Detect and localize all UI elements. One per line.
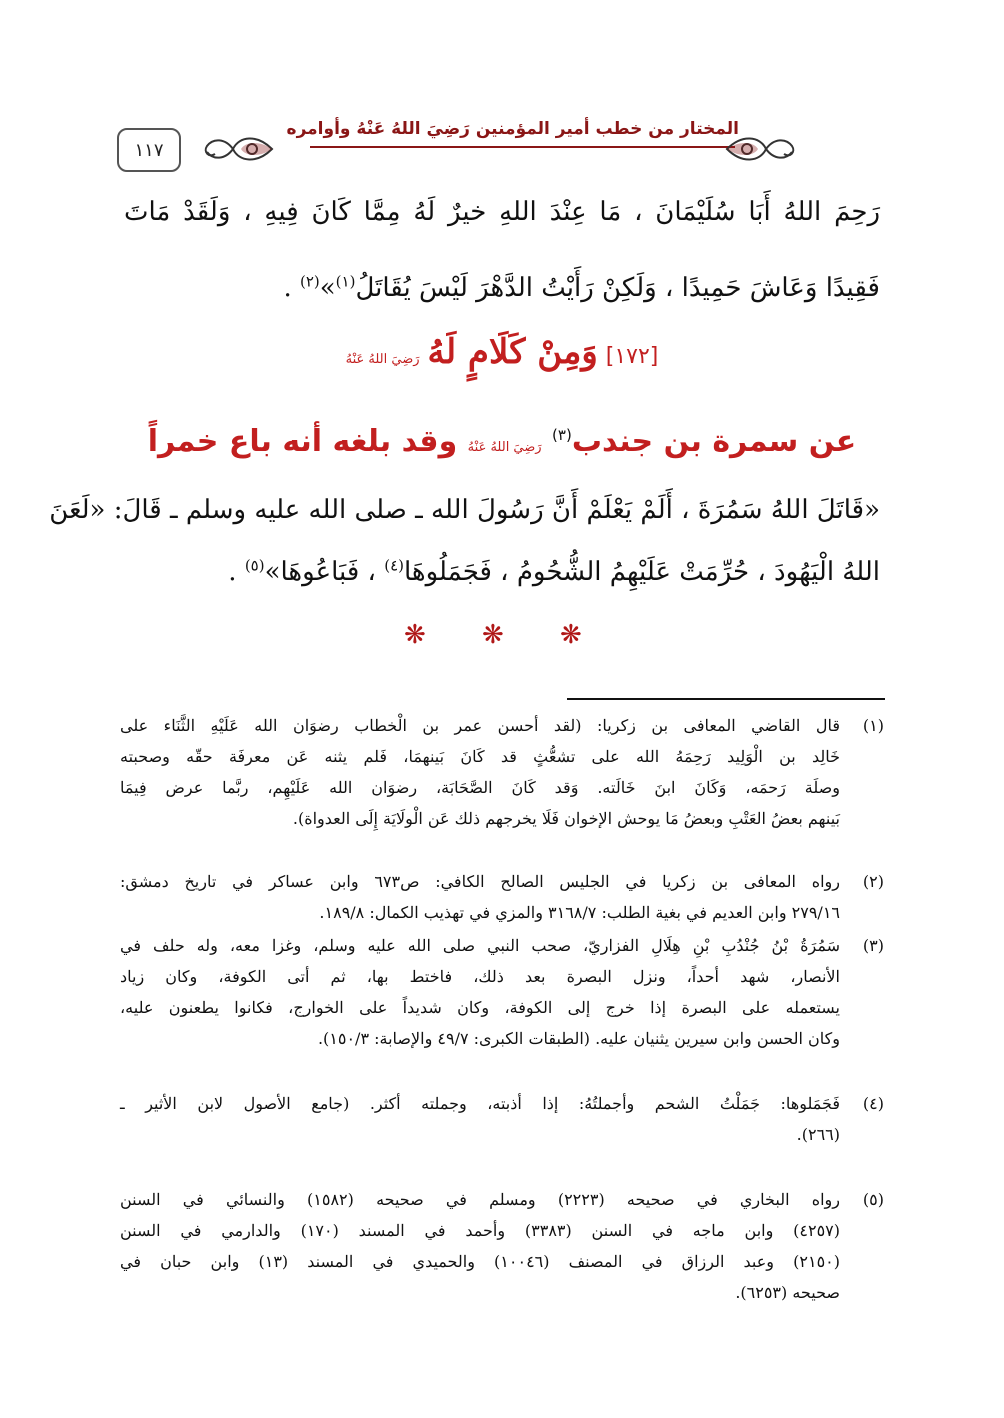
header-rule xyxy=(310,146,735,148)
footnote-line: الأنصار، شهد أحداً، ونزل البصرة بعد ذلك، فاختط بها، ثم أتى الكوفة، وكان زياد xyxy=(120,967,840,986)
footnote-number: (٢) xyxy=(862,872,884,891)
star-icon: ❋ xyxy=(404,620,426,650)
footnote-ref-2[interactable]: (٢) xyxy=(299,272,320,291)
footnote-2 xyxy=(120,866,884,928)
footnote-line: يستعمله على البصرة إذا خرج إلى الكوفة، وكان شديداً على الخوارج، فكانوا يطعنون عليه، xyxy=(120,998,840,1017)
star-icon: ❋ xyxy=(482,620,504,650)
quote-line-2-end: . xyxy=(228,557,245,587)
body-line-2-end: . xyxy=(283,273,300,303)
footnote-line: بَينهم بعضُ العَتْبِ وبعضُ مَا يوحش الإخوان فَلَا يخرجهم ذلك عَن الْولَايَة إِلَى العدواة). xyxy=(292,809,840,828)
footnote-5 xyxy=(120,1184,884,1308)
footnote-ref-5[interactable]: (٥) xyxy=(244,556,265,575)
star-icon: ❋ xyxy=(560,620,582,650)
footnote-line: (٢٦٦). xyxy=(796,1125,840,1144)
footnote-line: وكان الحسن وابن سيرين يثنيان عليه. (الطبقات الكبرى: ٤٩/٧ والإصابة: ١٥٠/٣). xyxy=(317,1029,840,1048)
quote-line-2-b: ، فَبَاعُوهَا» xyxy=(264,557,385,587)
footnote-1 xyxy=(120,710,884,834)
quote-line-2-a: اللهُ الْيَهُودَ ، حُرِّمَتْ عَلَيْهِمُ الشُّحُومُ ، فَجَمَلُوهَا xyxy=(403,557,880,587)
section-subheading xyxy=(124,418,880,472)
quote-line-1: «قَاتَلَ اللهُ سَمُرَةَ ، أَلَمْ يَعْلَمْ أَنَّ رَسُولَ الله ـ صلى الله عليه وسلم ـ قَالَ: «لَعَنَ xyxy=(49,495,880,525)
quote-line-2 xyxy=(124,552,880,592)
subheading-honorific: رَضِيَ اللهُ عَنْهُ xyxy=(467,440,542,455)
star-separator xyxy=(0,620,1004,660)
closing-quote: » xyxy=(319,273,336,303)
footnote-number: (٤) xyxy=(862,1094,884,1113)
footnote-line: ٢٧٩/١٦ وابن العديم في بغية الطلب: ٣١٦٨/٧ والمزي في تهذيب الكمال: ١٨٩/٨. xyxy=(319,903,840,922)
footnote-3 xyxy=(120,930,884,1054)
section-heading-text: وَمِنْ كَلَامٍ لَهُ xyxy=(427,332,598,372)
footnote-ref-3[interactable]: (٣) xyxy=(552,426,572,444)
footnote-4 xyxy=(120,1088,884,1150)
running-header-title: المختار من خطب أمير المؤمنين رَضِيَ اللهُ عَنْهُ وأوامره xyxy=(286,119,739,139)
footnote-number: (٣) xyxy=(862,936,884,955)
body-line-2 xyxy=(124,268,880,308)
honorific: رَضِيَ اللهُ عَنْهُ xyxy=(345,352,420,367)
footnote-line: خَالِد بن الْوَلِيد رَحِمَهُ الله على تشعُّثٍ قد كَانَ بَينهمَا، فَلم يثنه عَن معرفَة حقّه وصحبته xyxy=(120,747,840,766)
section-number: [١٧٢] xyxy=(605,344,659,369)
footnote-ref-4[interactable]: (٤) xyxy=(384,556,404,575)
footnote-line: وصلَة رَحمَه، وَكَانَ ابنَ خَالَته. وَقد كَانَ الصَّحَابَة، رضوَان الله عَلَيْهِم، ربَّما عرض فِيمَا xyxy=(120,778,840,797)
footnote-ref-1[interactable]: (١) xyxy=(335,272,356,291)
footnote-line: رواه المعافى بن زكريا في الجليس الصالح الكافي: ص٦٧٣ وابن عساكر في تاريخ دمشق: xyxy=(120,872,840,891)
body-line-2-text: فَقِيدًا وَعَاشَ حَمِيدًا ، وَلَكِنْ رَأَيْتُ الدَّهْرَ لَيْسَ يُقَاتَلُ xyxy=(355,273,880,303)
subheading-part-b: وقد بلغه أنه باع خمراً xyxy=(147,424,458,459)
footnote-line: صحيحه (٦٢٥٣). xyxy=(735,1283,840,1302)
page-number: ١١٧ xyxy=(117,128,181,172)
footnote-rule xyxy=(567,698,885,700)
footnote-number: (٥) xyxy=(862,1190,884,1209)
footnote-line: فَجَمَلوها: جَمَلْتُ الشحم وأجملتُهُ: إذا أذبته، وجملته أكثر. (جامع الأصول لابن الأثير ـ xyxy=(120,1094,840,1113)
subheading-part-a: عن سمرة بن جندب xyxy=(571,424,857,459)
footnote-line: رواه البخاري في صحيحه (٢٢٢٣) ومسلم في صحيحه (١٥٨٢) والنسائي في السنن xyxy=(120,1190,840,1209)
left-ornament-icon xyxy=(197,126,277,172)
footnote-line: سَمُرَةُ بْنُ جُنْدُبِ بْنِ هِلَالِ الفزاريّ، صحب النبي صلى الله عليه وسلم، وغزا معه، وله حلف في xyxy=(120,936,840,955)
body-line-1: رَحِمَ اللهُ أَبَا سُلَيْمَانَ ، مَا عِنْدَ اللهِ خيرٌ لَهُ مِمَّا كَانَ فِيهِ ، وَلَقَدْ مَاتَ xyxy=(124,197,880,227)
footnote-line: (٤٢٥٧) وابن ماجه في السنن (٣٣٨٣) وأحمد في المسند (١٧٠) والدارمي في السنن xyxy=(120,1221,841,1240)
footnote-line: (٢١٥٠) وعبد الرزاق في المصنف (١٠٠٤٦) والحميدي في المسند (١٣) وابن حبان في xyxy=(120,1252,841,1271)
right-ornament-icon xyxy=(722,126,802,172)
footnote-number: (١) xyxy=(862,716,884,735)
section-heading xyxy=(124,330,880,382)
footnote-line: قال القاضي المعافى بن زكريا: (لقد أحسن عمر بن الْخطاب رضوَان الله عَلَيْهِ الثَّنَاء على xyxy=(120,716,841,735)
